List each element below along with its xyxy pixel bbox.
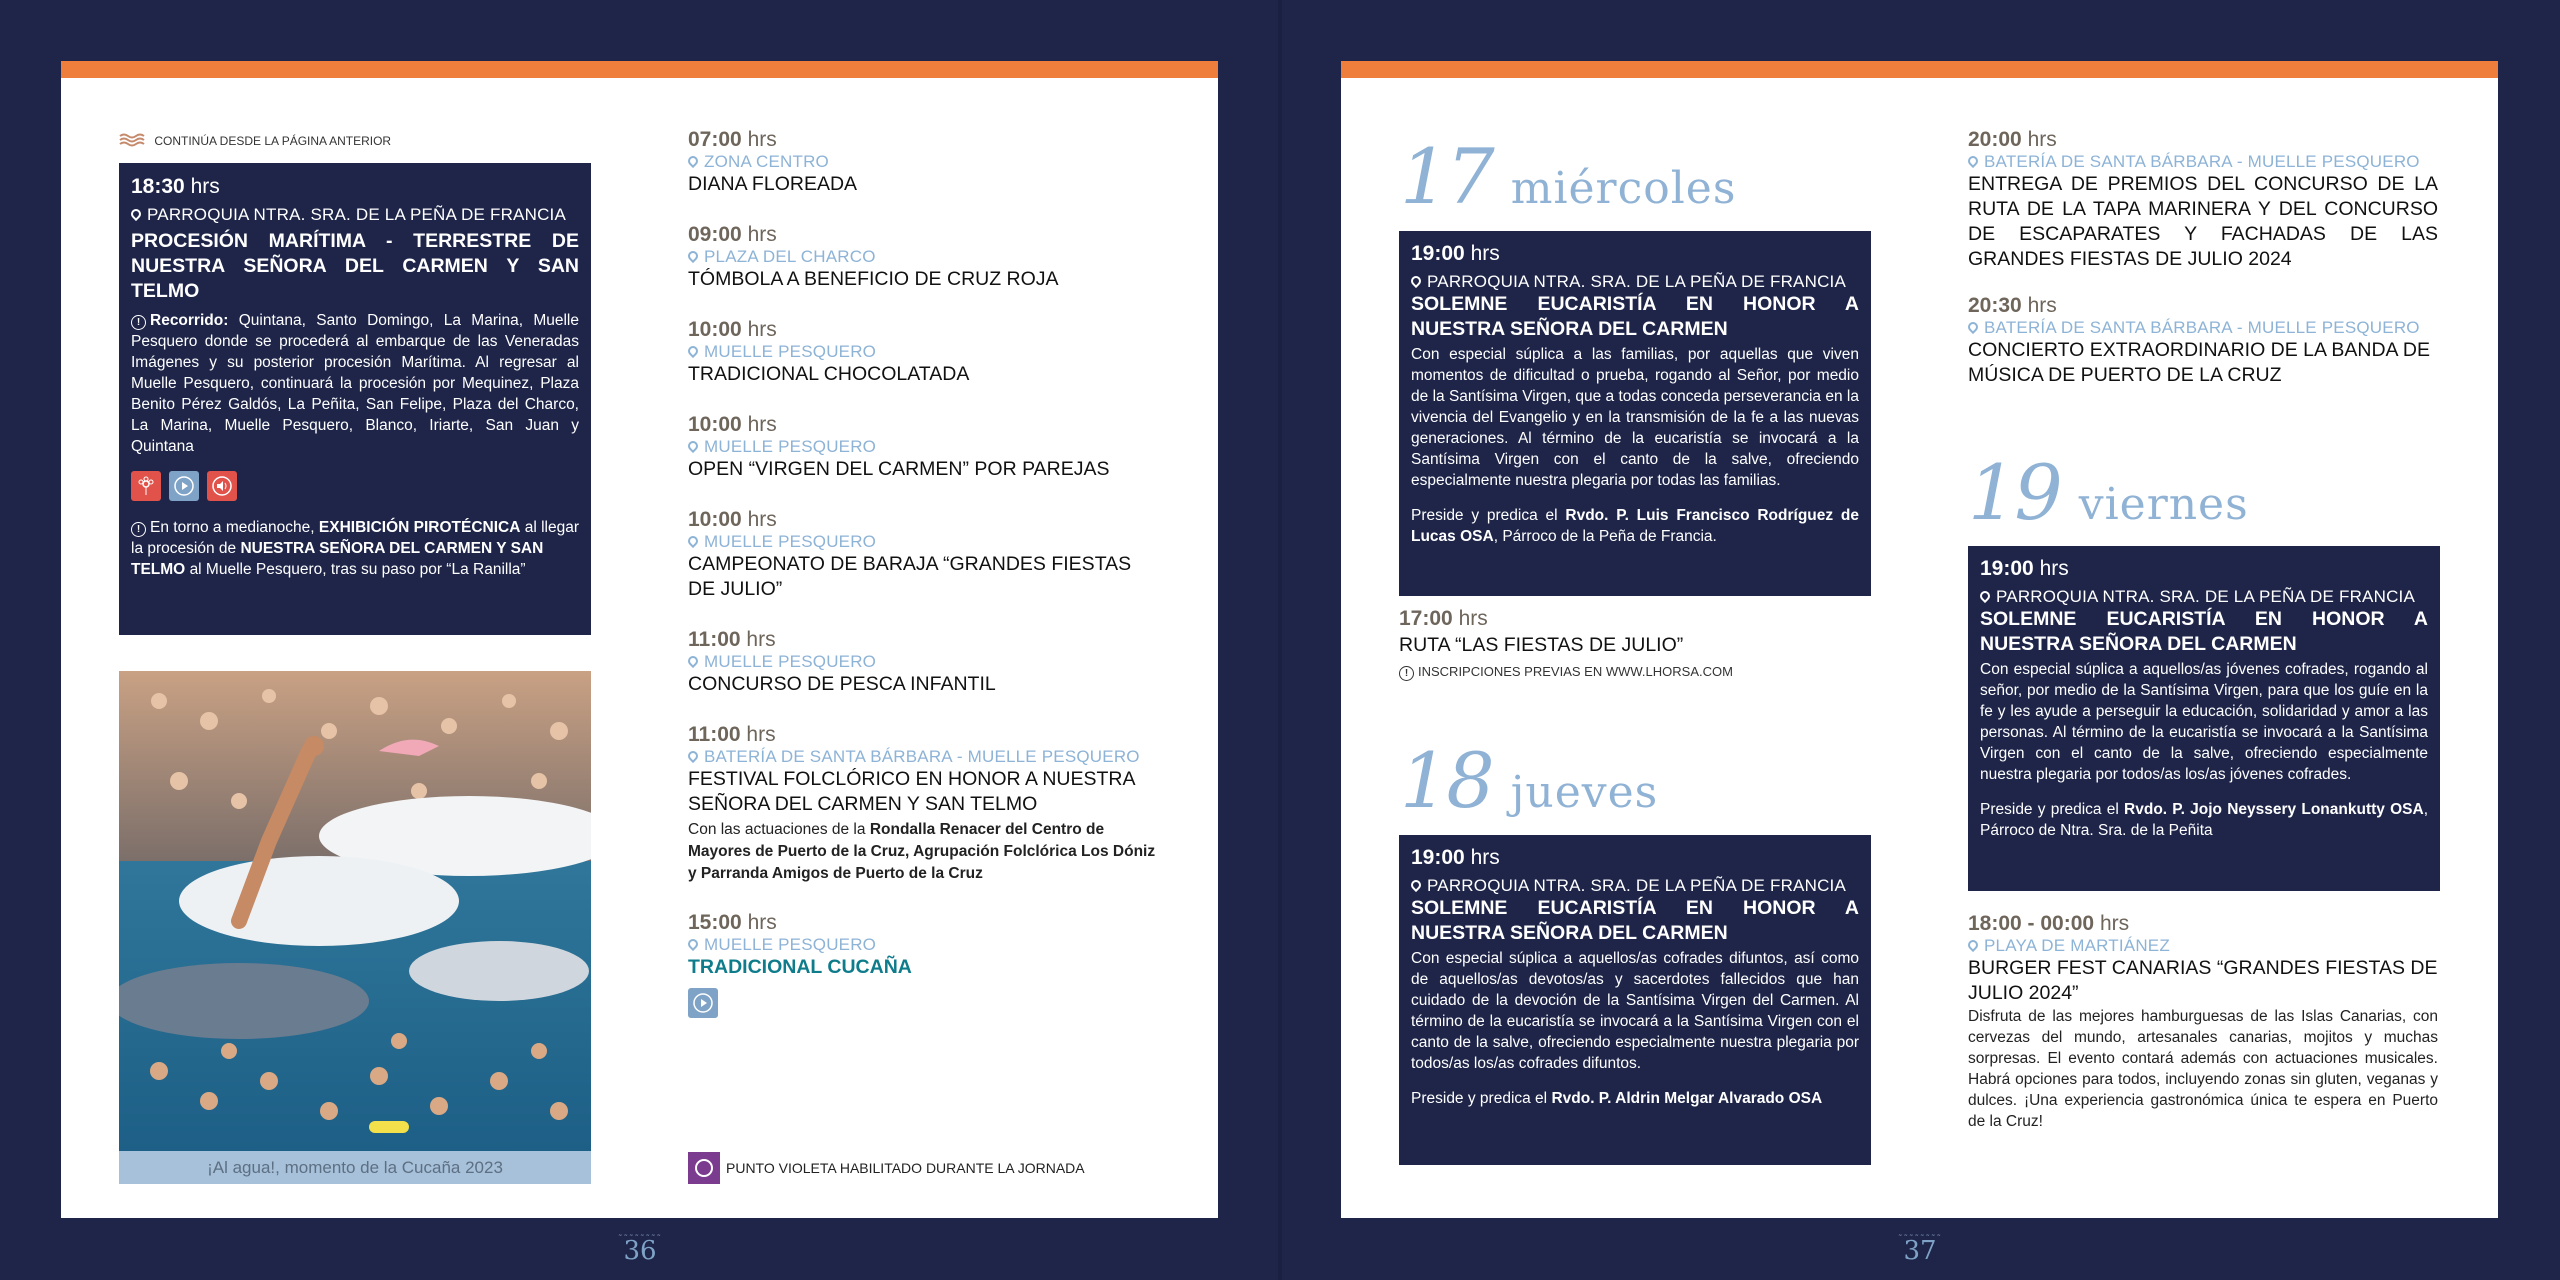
preside-text: Preside y predica el Rvdo. P. Jojo Neyssery Lonankutty OSA, Párroco de Ntra. Sra. de la Peñita: [1980, 801, 2429, 839]
location-pin-icon: [1966, 938, 1980, 952]
location-pin-icon: [686, 749, 700, 763]
waves-icon: [119, 133, 147, 150]
info-icon: !: [1399, 666, 1414, 681]
video-play-icon: [169, 471, 199, 501]
punto-violeta-note: PUNTO VIOLETA HABILITADO DURANTE LA JORNADA: [688, 1152, 1085, 1184]
event-description: Disfruta de las mejores hamburguesas de las Islas Canarias, con cervezas del mundo, artesanales canarias, mojitos y muchas sorpresas. El evento contará además con actuaciones musicales. Habrá opciones para todos, incluyendo zonas sin gluten, veganas y dulces. ¡Una experiencia gastronómica única te espera en Puerto de la Cruz!: [1968, 1008, 2438, 1130]
procession-box: [119, 163, 591, 635]
continues-note: CONTINÚA DESDE LA PÁGINA ANTERIOR: [119, 133, 391, 150]
event-item: 07:00 hrs ZONA CENTRO DIANA FLOREADA: [688, 128, 1158, 197]
sound-icon: [207, 471, 237, 501]
day-heading-17: 17 miércoles: [1400, 132, 1737, 221]
right-events-column: [1968, 128, 2438, 414]
cucana-photo: [119, 671, 591, 1151]
location-pin-icon: [1409, 274, 1423, 288]
page-number-left: ˷˷˷˷˷˷˷˷ 36: [618, 1227, 662, 1266]
day-heading-18: 18 jueves: [1400, 736, 1659, 825]
page-number-right: ˷˷˷˷˷˷˷˷ 37: [1898, 1227, 1942, 1266]
photo-caption: ¡Al agua!, momento de la Cucaña 2023: [119, 1151, 591, 1184]
info-icon: !: [131, 522, 146, 537]
event-item: 10:00 hrs MUELLE PESQUERO OPEN “VIRGEN DEL CARMEN” POR PAREJAS: [688, 413, 1158, 482]
video-play-icon: [688, 988, 718, 1018]
book-spine: [1278, 0, 1282, 1280]
event-title: PROCESIÓN MARÍTIMA - TERRESTRE DE NUESTRA SEÑORA DEL CARMEN Y SAN TELMO: [131, 230, 579, 302]
event-description: Con las actuaciones de la Rondalla Renacer del Centro de Mayores de Puerto de la Cruz, Agrupación Folclórica Los Dóniz y Parranda Amigos de Puerto de la Cruz: [688, 821, 1156, 882]
left-events-column: [688, 128, 1158, 1044]
location-pin-icon: [686, 654, 700, 668]
event-item: 20:00 hrs BATERÍA DE SANTA BÁRBARA - MUELLE PESQUERO ENTREGA DE PREMIOS DEL CONCURSO DE LA RUTA DE LA TAPA MARINERA Y DEL CONCURSO DE ESCAPARATES Y FACHADAS DE LAS GRANDES FIESTAS DE JULIO 2024: [1968, 128, 2438, 272]
event-item: 11:00 hrs MUELLE PESQUERO CONCURSO DE PESCA INFANTIL: [688, 628, 1158, 697]
info-icon: !: [131, 315, 146, 330]
event-item: 15:00 hrs MUELLE PESQUERO TRADICIONAL CUCAÑA: [688, 911, 1158, 1018]
event-item: 11:00 hrs BATERÍA DE SANTA BÁRBARA - MUELLE PESQUERO FESTIVAL FOLCLÓRICO EN HONOR A NUESTRA SEÑORA DEL CARMEN Y SAN TELMO Con las actuaciones de la Rondalla Renacer del Centro de Mayores de Puerto de la Cruz, Agrupación Folclórica Los Dóniz y Parranda Amigos de Puerto de la Cruz: [688, 723, 1158, 885]
punto-violeta-icon: [688, 1152, 720, 1184]
mass-box-18: 19:00 hrs PARROQUIA NTRA. SRA. DE LA PEÑA DE FRANCIA SOLEMNE EUCARISTÍA EN HONOR A NUESTRA SEÑORA DEL CARMEN Con especial súplica a aquellos/as cofrades difuntos, así como de aquellos/as devotos/as y sacerdotes fallecidos que han cuidado de la devoción de la Santísima Virgen del Carmen. Al término de la eucaristía se invocará a la Santísima Virgen con el canto de la salve, ofreciendo especialmente nuestra plegaria por todos/as los/as cofrades difuntos. Preside y predica el Rvdo. P. Aldrin Melgar Alvarado OSA: [1399, 835, 1871, 1165]
flower-icon: [131, 471, 161, 501]
ruta-event: 17:00 hrs RUTA “LAS FIESTAS DE JULIO” ! INSCRIPCIONES PREVIAS EN WWW.LHORSA.COM: [1399, 607, 1871, 681]
burger-fest-event: 18:00 - 00:00 hrs PLAYA DE MARTIÁNEZ BURGER FEST CANARIAS “GRANDES FIESTAS DE JULIO 2024” Disfruta de las mejores hamburguesas de las Islas Canarias, con cervezas del mundo, artesanales canarias, mojitos y muchas sorpresas. El evento contará además con actuaciones musicales. Habrá opciones para todos, incluyendo zonas sin gluten, veganas y dulces. ¡Una experiencia gastronómica única te espera en Puerto de la Cruz!: [1968, 912, 2438, 1132]
location-pin-icon: [686, 249, 700, 263]
location-pin-icon: [686, 154, 700, 168]
location-pin-icon: [686, 344, 700, 358]
preside-text: Preside y predica el Rvdo. P. Aldrin Melgar Alvarado OSA: [1411, 1090, 1823, 1107]
event-item: 10:00 hrs MUELLE PESQUERO CAMPEONATO DE BARAJA “GRANDES FIESTAS DE JULIO”: [688, 508, 1158, 602]
location-pin-icon: [1978, 589, 1992, 603]
location-pin-icon: [686, 937, 700, 951]
event-time: 18:30 hrs: [131, 175, 220, 198]
page-top-bar: [1341, 61, 2498, 78]
preside-text: Preside y predica el Rvdo. P. Luis Francisco Rodríguez de Lucas OSA, Párroco de la Peña de Francia.: [1411, 507, 1860, 545]
location-pin-icon: [1966, 154, 1980, 168]
location-pin-icon: [129, 207, 143, 221]
mass-box-19: 19:00 hrs PARROQUIA NTRA. SRA. DE LA PEÑA DE FRANCIA SOLEMNE EUCARISTÍA EN HONOR A NUESTRA SEÑORA DEL CARMEN Con especial súplica a aquellos/as jóvenes cofrades, rogando al señor, por medio de la Santísima Virgen, para que los guíe en la fe y les ayude a perseguir la educación, solidaridad y amor a las personas. Al término de la eucaristía se invocará a la Santísima Virgen con el canto de la salve, ofreciendo especialmente nuestra plegaria por todos/as los/as jóvenes cofrades. Preside y predica el Rvdo. P. Jojo Neyssery Lonankutty OSA, Párroco de Ntra. Sra. de la Peñita: [1968, 546, 2440, 891]
route-text: ! Recorrido: Quintana, Santo Domingo, La Marina, Muelle Pesquero donde se procederá al embarque de las Veneradas Imágenes y su posterior procesión Marítima. Al regresar al Muelle Pesquero, continuará la procesión por Mequinez, Plaza Benito Pérez Galdós, La Peñita, San Felipe, Plaza del Charco, La Marina, Muelle Pesquero, Blanco, Iriarte, San Juan y Quintana: [131, 312, 579, 455]
location-pin-icon: [1966, 320, 1980, 334]
event-item: 09:00 hrs PLAZA DEL CHARCO TÓMBOLA A BENEFICIO DE CRUZ ROJA: [688, 223, 1158, 292]
event-item: 10:00 hrs MUELLE PESQUERO TRADICIONAL CHOCOLATADA: [688, 318, 1158, 387]
day-heading-19: 19 viernes: [1968, 448, 2249, 537]
event-location: PARROQUIA NTRA. SRA. DE LA PEÑA DE FRANCIA: [131, 205, 579, 225]
event-item: 20:30 hrs BATERÍA DE SANTA BÁRBARA - MUELLE PESQUERO CONCIERTO EXTRAORDINARIO DE LA BANDA DE MÚSICA DE PUERTO DE LA CRUZ: [1968, 294, 2438, 388]
location-pin-icon: [686, 439, 700, 453]
ruta-note: ! INSCRIPCIONES PREVIAS EN WWW.LHORSA.COM: [1399, 664, 1871, 681]
fireworks-note: ! En torno a medianoche, EXHIBICIÓN PIROTÉCNICA al llegar la procesión de NUESTRA SEÑORA DEL CARMEN Y SAN TELMO al Muelle Pesquero, tras su paso por “La Ranilla”: [131, 519, 580, 578]
mass-box-17: 19:00 hrs PARROQUIA NTRA. SRA. DE LA PEÑA DE FRANCIA SOLEMNE EUCARISTÍA EN HONOR A NUESTRA SEÑORA DEL CARMEN Con especial súplica a las familias, por aquellas que viven momentos de dificultad o prueba, rogando al Señor, por medio de la Santísima Virgen, que a todas conceda perseverancia en la vivencia del Evangelio y en la transmisión de la fe a las nuevas generaciones. Al término de la eucaristía se invocará a la Santísima Virgen con el canto de la salve, ofreciendo especialmente nuestra plegaria por todas las familias. Preside y predica el Rvdo. P. Luis Francisco Rodríguez de Lucas OSA, Párroco de la Peña de Francia.: [1399, 231, 1871, 596]
accessibility-icons: [131, 471, 579, 501]
location-pin-icon: [1409, 878, 1423, 892]
page-top-bar: [61, 61, 1218, 78]
cucana-photo-image: [119, 671, 591, 1151]
location-pin-icon: [686, 534, 700, 548]
